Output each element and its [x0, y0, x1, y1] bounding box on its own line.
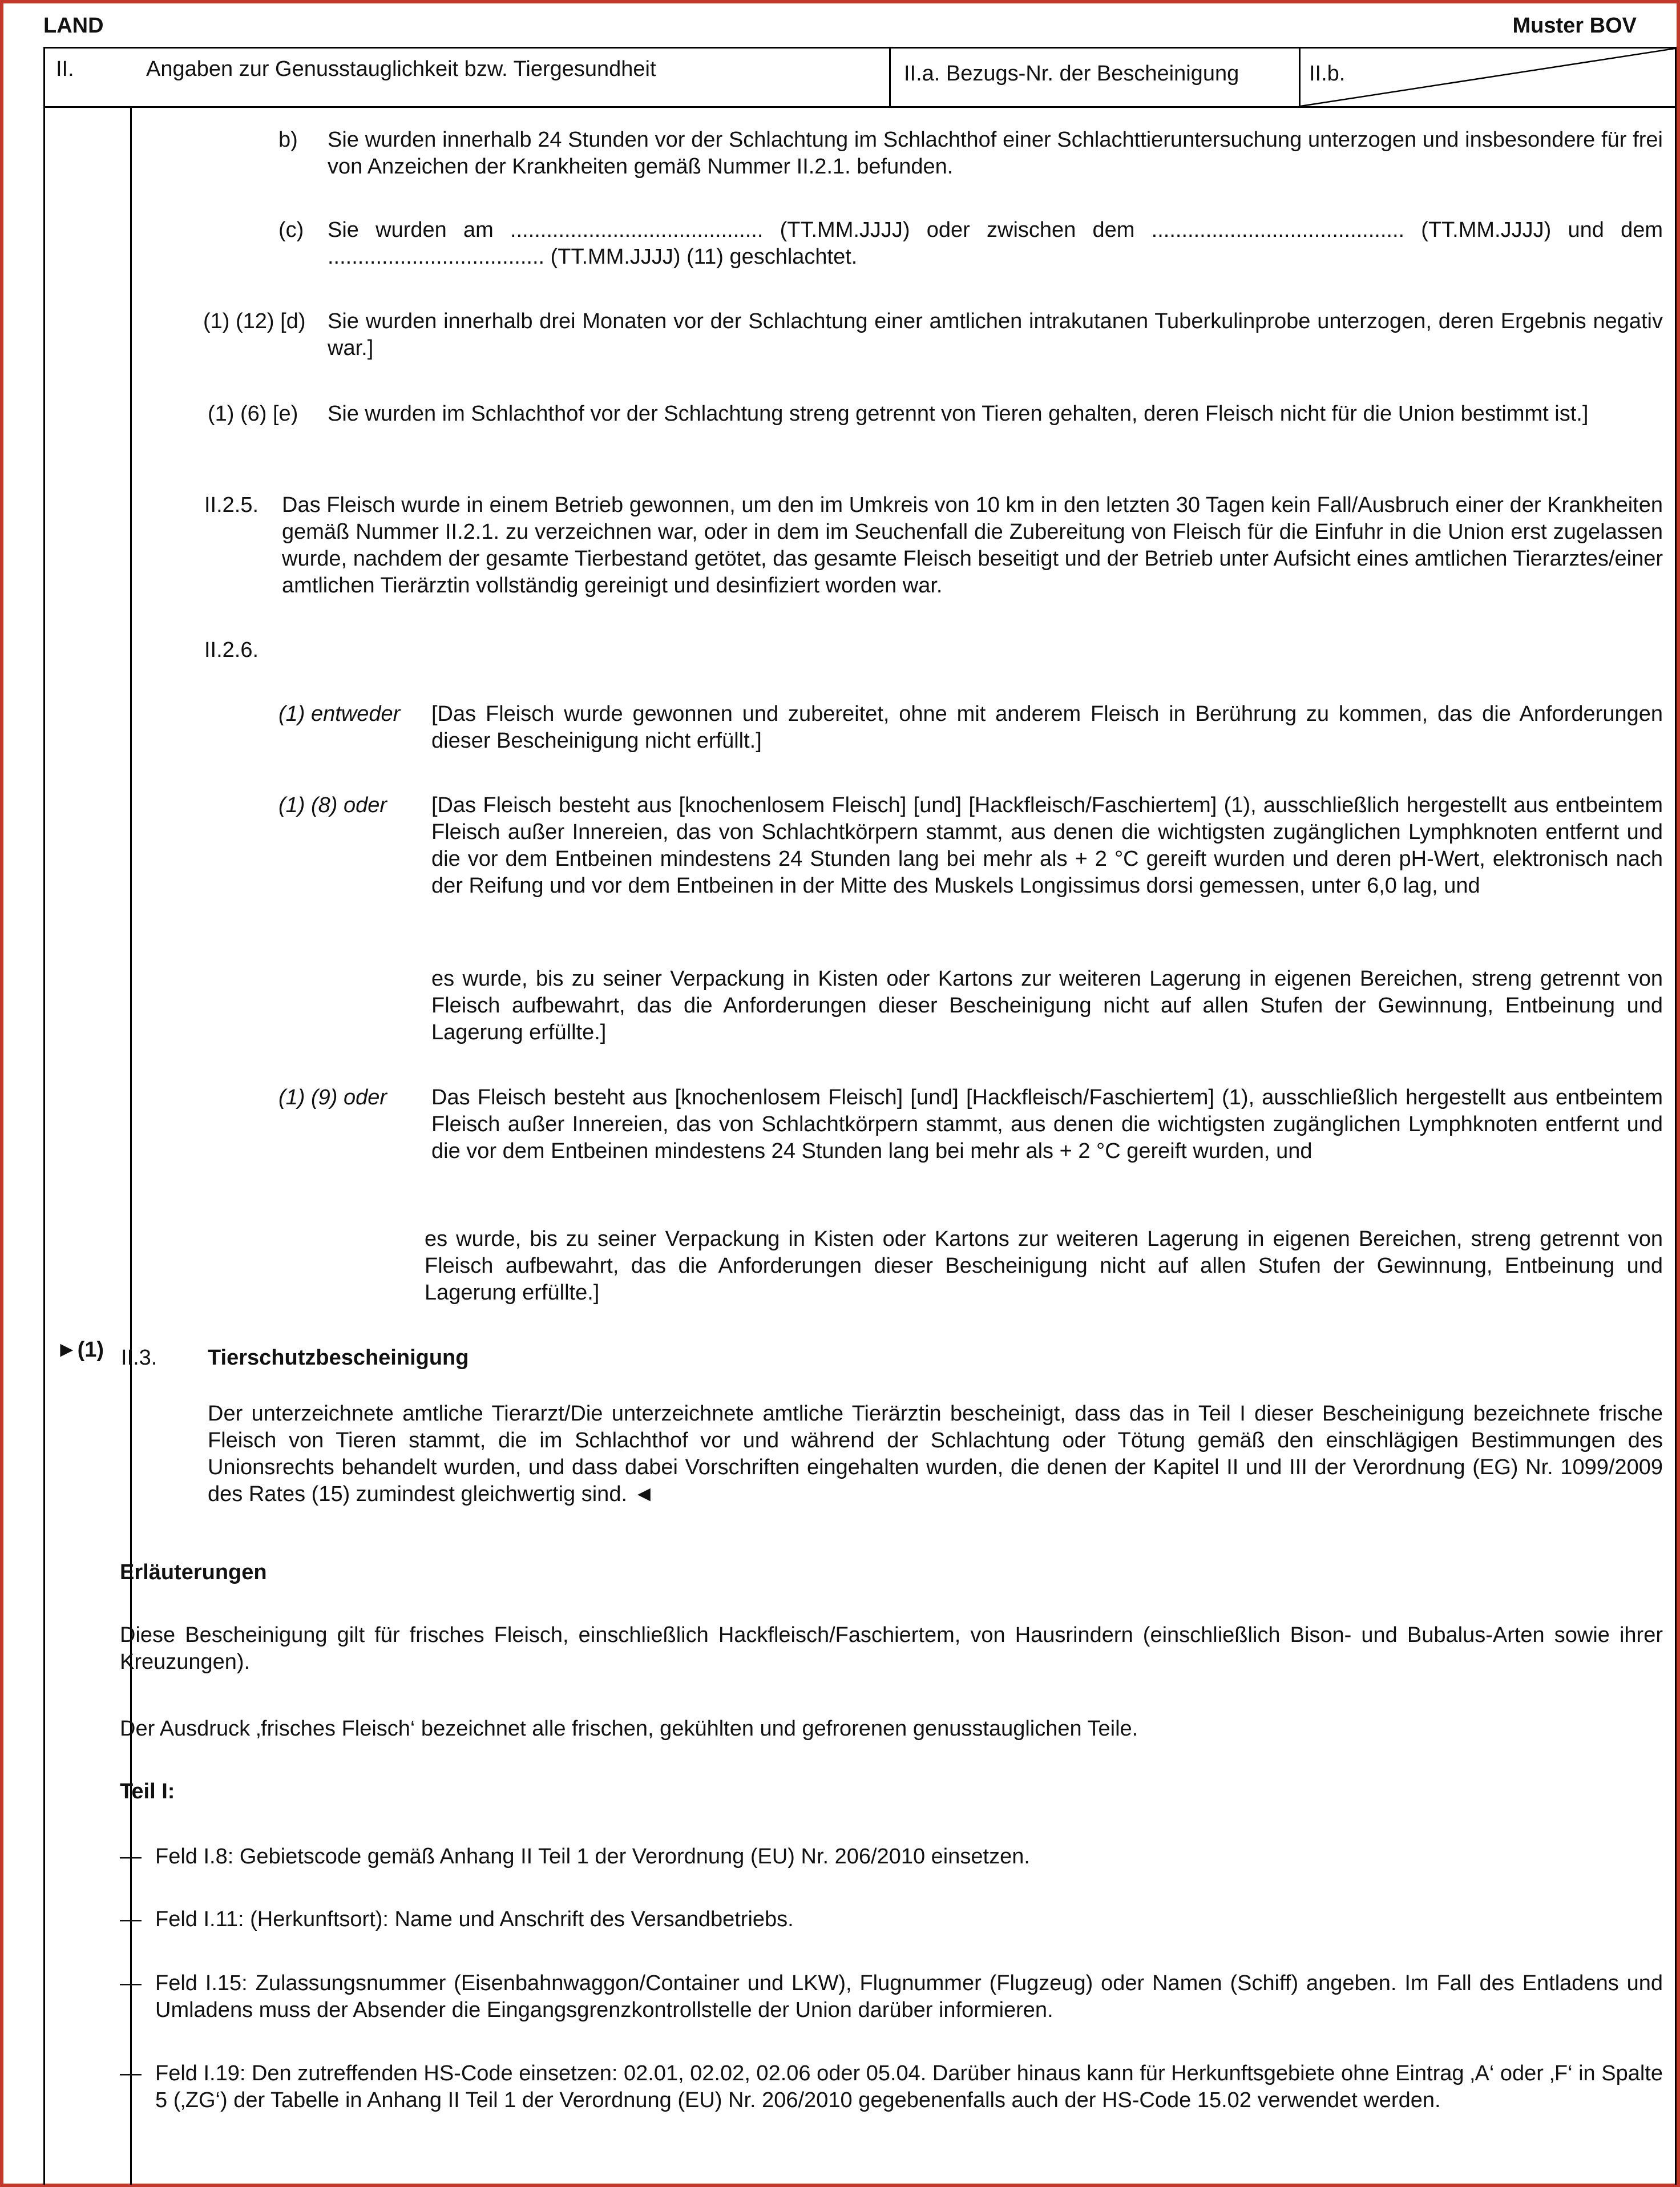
- notes-part-one-heading: Teil I:: [120, 1780, 175, 1803]
- item-c-text: Sie wurden am .......................................... (TT.MM.JJJJ) oder zwischen dem .......................................... (TT.MM.JJJJ) und dem .................................... (TT.MM.JJJJ) (11) geschlachtet.: [328, 218, 1663, 269]
- item-d-text: Sie wurden innerhalb drei Monaten vor der Schlachtung einer amtlichen intrakutanen Tuberkulinprobe unterzogen, deren Ergebnis negativ war.]: [328, 309, 1663, 360]
- table-header-bottom-rule: [43, 106, 1677, 108]
- amendment-marker: ►(1): [56, 1338, 104, 1362]
- notes-paragraph-1: Diese Bescheinigung gilt für frisches Fleisch, einschließlich Hackfleisch/Faschiertem, von Hausrindern (einschließlich Bison- und Bubalus-Arten sowie ihrer Kreuzungen).: [120, 1623, 1663, 1674]
- notes-bullet: Feld I.15: Zulassungsnummer (Eisenbahnwaggon/Container und LKW), Flugnummer (Flugzeug) oder Namen (Schiff) angeben. Im Fall des Entladens und Umladens muss der Absender die Eingangsgrenzkontrollstelle der Union darüber informieren.: [155, 1971, 1663, 2022]
- item-c-label: (c): [278, 218, 304, 242]
- iib-diagonal-line: [1301, 49, 1675, 106]
- section-number: II.: [56, 57, 74, 81]
- bullet-dash: —: [120, 1845, 142, 1869]
- ii26-label: II.2.6.: [204, 638, 259, 662]
- ii26-entweder-label: (1) entweder: [278, 702, 401, 726]
- country-label: LAND: [43, 14, 104, 38]
- table-right-rule: [1675, 47, 1677, 2185]
- ii26-oder8-label: (1) (8) oder: [278, 793, 387, 817]
- notes-bullet: Feld I.19: Den zutreffenden HS-Code einsetzen: 02.01, 02.02, 02.06 oder 05.04. Darüber hinaus kann für Herkunftsgebiete ohne Eintrag ‚A‘ oder ‚F‘ in Spalte 5 (‚ZG‘) der Tabelle in Anhang II Teil 1 der Verordnung (EU) Nr. 206/2010 gegebenenfalls auch der HS-Code 15.02 verwendet werden.: [155, 2061, 1663, 2112]
- notes-title: Erläuterungen: [120, 1560, 267, 1584]
- ii26-oder8-text: [Das Fleisch besteht aus [knochenlosem Fleisch] [und] [Hackfleisch/Faschiertem] (1), ausschließlich hergestellt aus entbeintem Fleisch außer Innereien, das von Schlachtkörpern stammt, aus denen die wichtigsten zugänglichen Lymphknoten entfernt und die vor dem Entbeinen mindestens 24 Stunden lang bei mehr als + 2 °C gereift wurden und deren pH-Wert, elektronisch nach der Reifung und vor dem Entbeinen in der Mitte des Muskels Longissimus dorsi gemessen, unter 6,0 lag, und: [431, 793, 1663, 898]
- section-title: Angaben zur Genusstauglichkeit bzw. Tiergesundheit: [146, 57, 656, 81]
- ii25-text: Das Fleisch wurde in einem Betrieb gewonnen, um den im Umkreis von 10 km in den letzten 30 Tagen kein Fall/Ausbruch einer der Krankheiten gemäß Nummer II.2.1. zu verzeichnen war, oder in dem im Seuchenfall die Zubereitung von Fleisch für die Einfuhr in die Union erst zugelassen wurde, nachdem der gesamte Tierbestand getötet, das gesamte Fleisch beseitigt und der Betrieb unter Aufsicht eines amtlichen Tierarztes/einer amtlichen Tierärztin vollständig gereinigt und desinfiziert worden war.: [282, 493, 1663, 598]
- item-b-text: Sie wurden innerhalb 24 Stunden vor der Schlachtung im Schlachthof einer Schlachttieruntersuchung unterzogen und insbesondere für frei von Anzeichen der Krankheiten gemäß Nummer II.2.1. befunden.: [328, 128, 1663, 179]
- ii26-oder8-continuation: es wurde, bis zu seiner Verpackung in Kisten oder Kartons zur weiteren Lagerung in eigenen Bereichen, streng getrennt von Fleisch aufbewahrt, das die Anforderungen dieser Bescheinigung nicht auf allen Stufen der Gewinnung, Entbeinung und Lagerung erfüllte.]: [431, 967, 1663, 1044]
- ii3-label: II.3.: [121, 1346, 158, 1370]
- iib-label: II.b.: [1309, 62, 1346, 86]
- bullet-dash: —: [120, 2061, 142, 2085]
- notes-bullet: Feld I.8: Gebietscode gemäß Anhang II Teil 1 der Verordnung (EU) Nr. 206/2010 einsetzen.: [155, 1845, 1030, 1869]
- item-e-label: (1) (6) [e): [208, 402, 298, 426]
- ref-column-divider: [889, 47, 891, 108]
- ii26-oder9-label: (1) (9) oder: [278, 1086, 387, 1109]
- ii3-title: Tierschutzbescheinigung: [208, 1346, 469, 1370]
- ii25-label: II.2.5.: [204, 493, 259, 517]
- bullet-dash: —: [120, 1907, 142, 1931]
- table-left-rule: [43, 47, 45, 2185]
- reference-number-label: II.a. Bezugs-Nr. der Bescheinigung: [904, 62, 1239, 86]
- item-b-label: b): [278, 128, 298, 152]
- ii26-entweder-text: [Das Fleisch wurde gewonnen und zubereitet, ohne mit anderem Fleisch in Berührung zu kommen, das die Anforderungen dieser Bescheinigung nicht erfüllt.]: [431, 702, 1663, 753]
- section-column-divider: [130, 106, 132, 2185]
- ii26-oder9-text: Das Fleisch besteht aus [knochenlosem Fleisch] [und] [Hackfleisch/Faschiertem] (1), ausschließlich hergestellt aus entbeintem Fleisch außer Innereien, das von Schlachtkörpern stammt, aus denen die wichtigsten zugänglichen Lymphknoten entfernt und die vor dem Entbeinen mindestens 24 Stunden lang bei mehr als + 2 °C gereift wurden, und: [431, 1086, 1663, 1163]
- item-e-text: Sie wurden im Schlachthof vor der Schlachtung streng getrennt von Tieren gehalten, deren Fleisch nicht für die Union bestimmt ist.]: [328, 402, 1589, 426]
- model-label: Muster BOV: [1512, 14, 1637, 38]
- notes-paragraph-2: Der Ausdruck ‚frisches Fleisch‘ bezeichnet alle frischen, gekühlten und gefrorenen genusstauglichen Teile.: [120, 1717, 1138, 1741]
- notes-bullet: Feld I.11: (Herkunftsort): Name und Anschrift des Versandbetriebs.: [155, 1907, 794, 1931]
- item-d-label: (1) (12) [d): [203, 309, 306, 333]
- ii26-oder9-continuation: es wurde, bis zu seiner Verpackung in Kisten oder Kartons zur weiteren Lagerung in eigenen Bereichen, streng getrennt von Fleisch aufbewahrt, das die Anforderungen dieser Bescheinigung nicht auf allen Stufen der Gewinnung, Entbeinung und Lagerung erfüllte.]: [425, 1227, 1663, 1305]
- ii3-text: Der unterzeichnete amtliche Tierarzt/Die unterzeichnete amtliche Tierärztin bescheinigt, dass das in Teil I dieser Bescheinigung bezeichnete frische Fleisch von Tieren stammt, die im Schlachthof vor und während der Schlachtung oder Tötung gemäß den einschlägigen Bestimmungen des Unionsrechts behandelt wurden, und dass dabei Vorschriften eingehalten wurden, die denen der Kapitel II und III der Verordnung (EG) Nr. 1099/2009 des Rates (15) zumindest gleichwertig sind. ◄: [208, 1402, 1663, 1506]
- bullet-dash: —: [120, 1971, 142, 1995]
